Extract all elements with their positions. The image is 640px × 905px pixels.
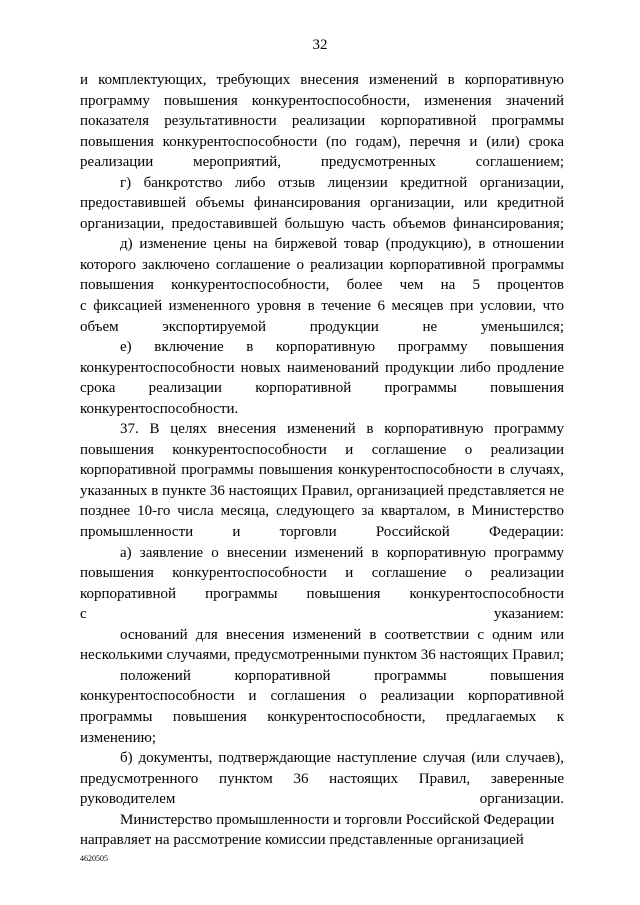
- text-line: с фиксацией измененного уровня в течение 6 месяцев при условии, что: [80, 298, 564, 315]
- paragraph-6: [80, 543, 564, 625]
- text-line: е) включение в корпоративную программу повышения: [120, 339, 564, 356]
- text-line: конкурентоспособности и соглашения о реализации корпоративной: [80, 688, 564, 705]
- text-line: положений корпоративной программы повышения: [120, 667, 564, 684]
- text-line: промышленности и торговли Российской Федерации:: [80, 524, 564, 541]
- page-number: 32: [312, 37, 328, 53]
- text-line: программы повышения конкурентоспособности, предлагаемых к: [80, 708, 564, 725]
- text-line: конкурентоспособности.: [80, 400, 239, 417]
- text-line: г) банкротство либо отзыв лицензии кредитной организации,: [120, 174, 564, 191]
- document-footer-code: 4620505: [80, 854, 108, 863]
- text-line: оснований для внесения изменений в соответствии с одним или: [120, 626, 564, 643]
- text-line: программу повышения конкурентоспособности, изменения значений: [80, 92, 564, 109]
- text-line: 37. В целях внесения изменений в корпоративную программу: [120, 421, 564, 438]
- paragraph-4: [80, 337, 564, 419]
- text-line: направляет на рассмотрение комиссии представленные организацией: [80, 832, 524, 849]
- text-line: изменению;: [80, 729, 157, 746]
- paragraph-9: [80, 748, 564, 810]
- document-body: [80, 70, 564, 851]
- text-line: корпоративной программы повышения конкурентоспособности: [80, 585, 564, 602]
- text-line: конкурентоспособности новых наименований продукции либо продление: [80, 359, 564, 376]
- text-line: повышения конкурентоспособности, более чем на 5 процентов: [80, 277, 564, 294]
- text-line: которого заключено соглашение о реализации корпоративной программы: [80, 256, 564, 273]
- text-line: повышения конкурентоспособности (по годам), перечня и (или) срока: [80, 133, 564, 150]
- paragraph-2: [80, 173, 564, 235]
- paragraph-7: [80, 625, 564, 666]
- paragraph-10: [80, 810, 564, 851]
- paragraph-5: [80, 419, 564, 542]
- text-line: несколькими случаями, предусмотренными пунктом 36 настоящих Правил;: [80, 647, 564, 664]
- text-line: и комплектующих, требующих внесения изменений в корпоративную: [80, 72, 564, 88]
- text-line: предусмотренного пунктом 36 настоящих Правил, заверенные: [80, 770, 564, 787]
- text-line: указанных в пункте 36 настоящих Правил, организацией представляется не: [80, 482, 564, 499]
- text-line: срока реализации корпоративной программы повышения: [80, 380, 564, 397]
- text-line: б) документы, подтверждающие наступление случая (или случаев),: [120, 750, 564, 767]
- paragraph-1: [80, 70, 564, 173]
- text-line: повышения конкурентоспособности и соглашение о реализации: [80, 441, 564, 458]
- text-line: показателя результативности реализации корпоративной программы: [80, 113, 564, 130]
- text-line: корпоративной программы повышения конкурентоспособности в случаях,: [80, 462, 564, 479]
- text-line: реализации мероприятий, предусмотренных соглашением;: [80, 154, 564, 171]
- text-line: объем экспортируемой продукции не уменьшился;: [80, 318, 564, 335]
- paragraph-8: [80, 666, 564, 748]
- text-line: д) изменение цены на биржевой товар (продукцию), в отношении: [120, 236, 564, 253]
- text-line: повышения конкурентоспособности и соглашение о реализации: [80, 565, 564, 582]
- paragraph-3: [80, 234, 564, 337]
- text-line: Министерство промышленности и торговли Российской Федерации: [120, 811, 555, 828]
- text-line: руководителем организации.: [80, 791, 564, 808]
- text-line: организации, предоставившей большую часть объемов финансирования;: [80, 215, 564, 232]
- text-line: предоставившей объемы финансирования организации, или кредитной: [80, 195, 564, 212]
- text-line: а) заявление о внесении изменений в корпоративную программу: [120, 544, 564, 561]
- text-line: с указанием:: [80, 606, 564, 623]
- text-line: позднее 10-го числа месяца, следующего за кварталом, в Министерство: [80, 503, 564, 520]
